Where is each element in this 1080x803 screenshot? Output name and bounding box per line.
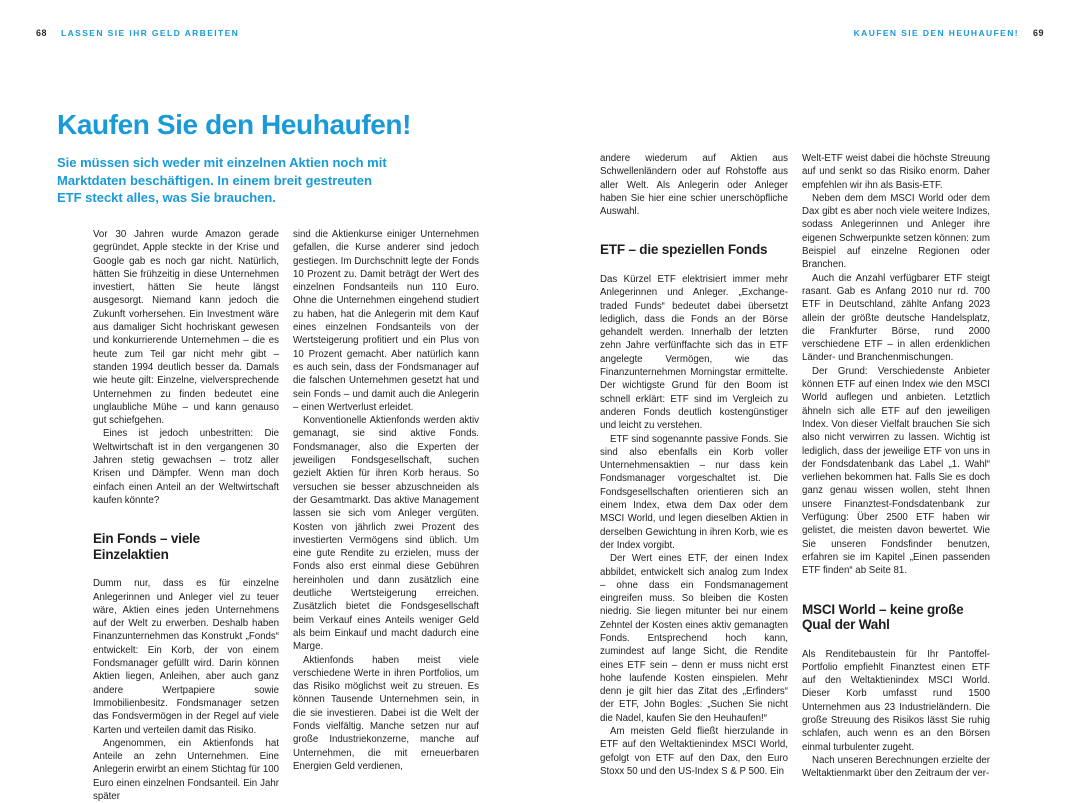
- paragraph: Nach unseren Berechnungen erzielte der Weltaktienmarkt über den Zeitraum der ver-: [802, 754, 990, 780]
- paragraph: ETF sind sogenannte passive Fonds. Sie sind also ebenfalls ein Korb voller Unternehmensaktien – nur dass kein Fondsmanager vorgeschaltet ist. Die Fondsgesellschaften orientieren sich an einem Index, etwa dem Dax oder dem MSCI World, und legen dieselben Aktien in derselben Gewichtung in ihren Korb, wie es der Index vorgibt.: [600, 433, 788, 551]
- paragraph: Welt-ETF weist dabei die höchste Streuung auf und senkt so das Risiko enorm. Daher empfehlen wir ihn als Basis-ETF.: [802, 153, 990, 191]
- section-heading: Ein Fonds – viele Einzelaktien: [93, 531, 200, 562]
- paragraph: Aktienfonds haben meist viele verschiedene Werte in ihren Portfolios, um das Risiko möglichst weit zu streuen. Es können Tausende Unternehmen sein, in die sie investieren. Dabei ist die Welt der Fonds vielfältig. Manche setzen nur auf große Industriekonzerne, manche auf Unternehmen, die mit erneuerbaren Energien Geld verdienen,: [293, 654, 479, 772]
- body-column-1: [93, 228, 279, 803]
- running-header-left: [36, 28, 239, 38]
- paragraph: Als Renditebaustein für Ihr Pantoffel-Portfolio empfiehlt Finanztest einen ETF auf den Weltaktienindex MSCI World. Dieser Korb umfasst rund 1500 Unternehmen aus 23 Industrieländern. Die große Streuung des Risikos lässt Sie ruhig schlafen, auch wenn es an den Börsen einmal turbulenter zugeht.: [802, 648, 990, 753]
- page-number-right: 69: [1032, 28, 1044, 38]
- paragraph: Vor 30 Jahren wurde Amazon gerade gegründet, Apple steckte in der Krise und Google gab es noch gar nicht. Natürlich, hätten Sie frühzeitig in diese Unternehmen investiert, hätten Sie heute längst ausgesorgt. Niemand kann jedoch die Zukunft vorhersehen. Ein Investment wäre aus damaliger Sicht hochriskant gewesen und konkurrierende Unternehmen – die es heute zum Teil gar nicht mehr gibt – standen 1994 deutlich besser da. Damals wie heute gilt: Einzelne, vielversprechende Unternehmen zu finden bedeutet eine unglaubliche Mühe – und kann genauso gut schiefgehen.: [93, 229, 279, 427]
- running-header-left-text: LASSEN SIE IHR GELD ARBEITEN: [61, 28, 240, 38]
- paragraph: andere wiederum auf Aktien aus Schwellenländern oder auf Rohstoffe aus aller Welt. Als Anlegerin oder Anleger haben Sie hier eine schier unerschöpfliche Auswahl.: [600, 153, 788, 218]
- body-column-2: [293, 228, 479, 773]
- page-number-left: 68: [36, 28, 48, 38]
- section-heading: MSCI World – keine große Qual der Wahl: [802, 601, 964, 632]
- paragraph: Eines ist jedoch unbestritten: Die Weltwirtschaft ist in den vergangenen 30 Jahren stetig gewachsen – trotz aller Krisen und Dämpfer. Wenn man doch einfach einen Anteil an der Weltwirtschaft kaufen könnte?: [93, 428, 279, 506]
- paragraph: Auch die Anzahl verfügbarer ETF steigt rasant. Gab es Anfang 2010 nur rd. 700 ETF in Deutschland, zählte Anfang 2023 allein der größte deutsche Handelsplatz, die Frankfurter Börse, rund 2000 verschiedene ETF – in allen erdenklichen Länder- und Branchenmischungen.: [802, 272, 990, 364]
- paragraph: Neben dem dem MSCI World oder dem Dax gibt es aber noch viele weitere Indizes, sodass Anlegerinnen und Anleger ihre eigenen Schwerpunkte setzen können: zum Beispiel auf einzelne Regionen oder Branchen.: [802, 192, 990, 271]
- paragraph: Konventionelle Aktienfonds werden aktiv gemanagt, sie sind aktive Fonds. Fondsmanager, also die Experten der jeweiligen Fondsgesellschaft, suchen gezielt Aktien für ihren Korb heraus. So versuchen sie besser abzuschneiden als der Gesamtmarkt. Das aktive Management lassen sie sich vom Anleger vergüten. Kosten von jährlich zwei Prozent des investierten Vermögens sind üblich. Um eine gute Rendite zu erzielen, muss der Fonds also erst einmal diese Gebühren hereinholen und dann zusätzlich eine deutliche Wertsteigerung erreichen. Zusätzlich bietet die Fondsgesellschaft beim Verkauf eines Anteils weniger Geld als beim Einkauf und macht dadurch eine Marge.: [293, 415, 479, 653]
- paragraph: Angenommen, ein Aktienfonds hat Anteile an zehn Unternehmen. Eine Anlegerin erwirbt an einem Stichtag für 100 Euro einen einzelnen Fondsanteil. Ein Jahr später: [93, 737, 279, 802]
- body-column-3: [600, 152, 788, 778]
- running-header-right: [854, 28, 1044, 38]
- paragraph: sind die Aktienkurse einiger Unternehmen gefallen, die Kurse anderer sind jedoch gestiegen. Im Durchschnitt legte der Fonds 10 Prozent zu. Damit beträgt der Wert des einzelnen Fondsanteils nun 110 Euro. Ohne die Unternehmen eingehend studiert zu haben, hat die Anlegerin mit dem Kauf eines einzelnen Fondsanteils von der Wertsteigerung profitiert und ein Plus von 10 Prozent gemacht. Aber natürlich kann es auch sein, dass der Fondsmanager auf die falschen Unternehmen gesetzt hat und sein Fonds – und damit auch die Anlegerin – einen Wertverlust erleidet.: [293, 229, 479, 413]
- section-heading: ETF – die speziellen Fonds: [600, 242, 768, 258]
- running-header-right-text: KAUFEN SIE DEN HEUHAUFEN!: [853, 28, 1019, 38]
- body-column-4: [802, 152, 990, 780]
- paragraph: Das Kürzel ETF elektrisiert immer mehr Anlegerinnen und Anleger. „Exchange-traded Funds“ bedeutet dabei übersetzt lediglich, dass die Fonds an der Börse gehandelt werden. Innerhalb der letzten zehn Jahre verfünffachte sich das in ETF angelegte Vermögen, wie das Finanzunternehmen Morningstar ermittelte. Der wichtigste Grund für den Boom ist schnell erklärt: ETF sind im Vergleich zu anderen Fonds deutlich kostengünstiger und leicht zu verstehen.: [600, 273, 788, 432]
- paragraph: Am meisten Geld fließt hierzulande in ETF auf den Weltaktienindex MSCI World, gefolgt von ETF auf den Dax, den Euro Stoxx 50 und den US-Index S & P 500. Ein: [600, 726, 788, 777]
- paragraph: Der Wert eines ETF, der einen Index abbildet, entwickelt sich analog zum Index – ohne dass ein Fondsmanagement eingreifen muss. So bleiben die Kosten niedrig. Sie liegen mitunter bei nur einem Zehntel der Kosten eines aktiv gemanagten Fonds. Entsprechend hoch kann, zumindest auf lange Sicht, die Rendite eines ETF sein – denn er muss nicht erst hohe laufende Kosten einspielen. Mehr denn je gilt hier das Zitat des „Erfinders“ der ETF, John Bogles: „Suchen Sie nicht die Nadel, kaufen Sie den Heuhaufen!“: [600, 553, 788, 724]
- paragraph: Dumm nur, dass es für einzelne Anlegerinnen und Anleger viel zu teuer wäre, Aktien eines jeden Unternehmens auf der Welt zu erwerben. Deshalb haben Finanzunternehmen das Konstrukt „Fonds“ entwickelt: Ein Korb, der von einem Fondsmanager gefüllt wird. Darin können Aktien liegen, Anleihen, aber auch ganz andere Wertpapiere sowie Immobilienbesitz. Fondsmanager setzen das Fondsvermögen in der Regel auf viele Karten und verteilen damit das Risiko.: [93, 578, 279, 736]
- chapter-intro: Sie müssen sich weder mit einzelnen Aktien noch mit Marktdaten beschäftigen. In einem breit gestreuten ETF steckt alles, was Sie brauchen.: [57, 155, 387, 205]
- chapter-title: Kaufen Sie den Heuhaufen!: [57, 108, 412, 140]
- paragraph: Der Grund: Verschiedenste Anbieter können ETF auf einen Index wie den MSCI World auflegen und anbieten. Letztlich ähneln sich alle ETF auf den jeweiligen Index. Von dieser Vielfalt brauchen Sie sich also nicht verwirren zu lassen. Wichtig ist lediglich, dass der jeweilige ETF von uns in der Fondsdatenbank das Label „1. Wahl“ verliehen bekommen hat. Falls Sie es doch ganz genau wissen wollen, steht Ihnen unsere Finanztest-Fondsdatenbank zur Verfügung: Über 2500 ETF haben wir gelistet, die meisten davon bewertet. Wie Sie unseren Fondsfinder benutzen, erfahren sie im Kapitel „Einen passenden ETF finden“ ab Seite 81.: [802, 365, 990, 577]
